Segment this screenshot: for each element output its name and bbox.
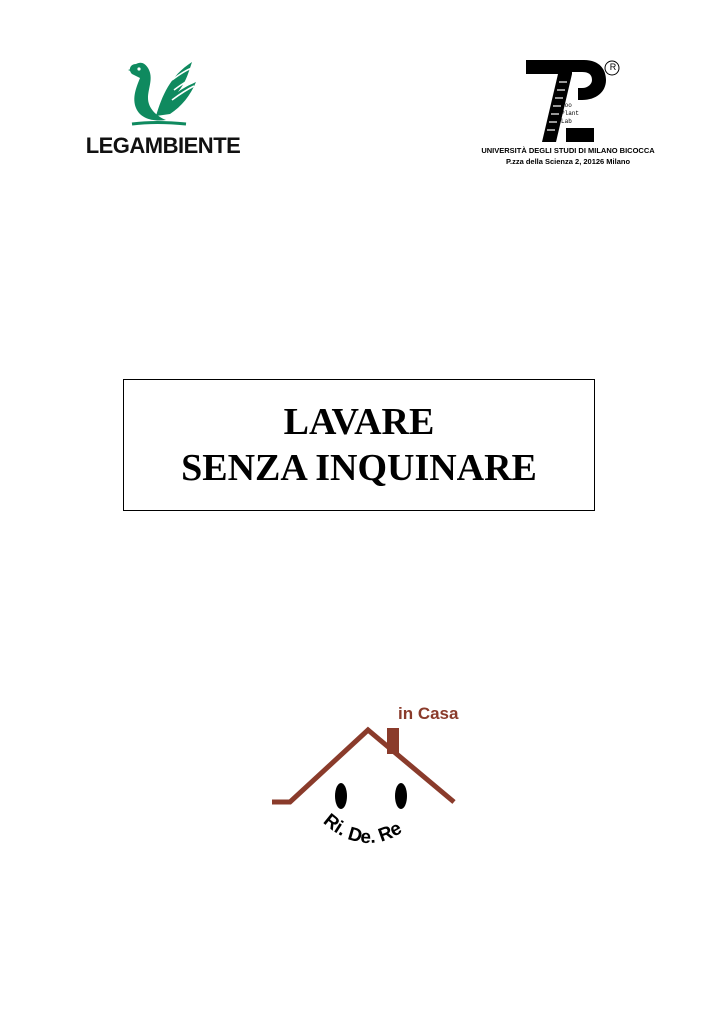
registered-mark: R: [609, 62, 617, 72]
swan-icon: [126, 56, 198, 128]
legambiente-wordmark: LEGAMBIENTE: [85, 133, 241, 158]
house-smile-icon: [268, 700, 468, 875]
zpl-mark-icon: [522, 58, 622, 146]
title-line-1: LAVARE: [283, 401, 435, 443]
ridere-tagline: in Casa: [398, 704, 459, 723]
university-address: P.zza della Scienza 2, 20126 Milano: [505, 157, 631, 166]
title-line-2: SENZA INQUINARE: [181, 447, 537, 489]
zpl-word-plant: Plant: [561, 110, 580, 117]
legambiente-logo: [78, 56, 248, 160]
zpl-word-lab: Lab: [561, 118, 572, 125]
zooplantlab-logo: [478, 58, 658, 178]
zpl-word-zoo: Zoo: [561, 102, 572, 109]
title-box: [123, 379, 595, 511]
ridere-name-path: Ri. De. Re: [319, 809, 406, 849]
ridere-name: [319, 810, 405, 848]
university-name: UNIVERSITÀ DEGLI STUDI DI MILANO BICOCCA: [481, 146, 655, 155]
ridere-logo: [268, 700, 468, 875]
